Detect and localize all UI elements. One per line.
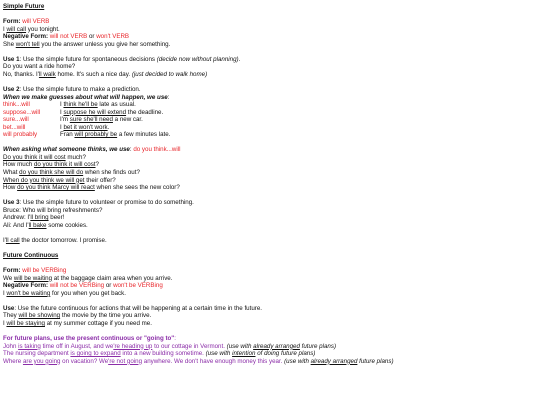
question-line: When do you think we will get their offer?: [3, 176, 116, 184]
question-line: Do you think it will cost much?: [3, 153, 86, 161]
prediction-row: sure...will I'm sure she'll need a new car.: [3, 116, 143, 124]
negative-form-line: Negative Form: will not VERB or won't VERB: [3, 33, 130, 41]
example-line: Bruce: Who will bring refreshments?: [3, 206, 103, 214]
example-line: I will be staying at my summer cottage if you need me.: [3, 319, 152, 327]
prediction-row: suppose...will I suppose he will extend the deadline.: [3, 108, 164, 116]
example-line: I'll call the doctor tomorrow. I promise.: [3, 236, 107, 244]
example-line: I won't be waiting for you when you get back.: [3, 289, 126, 297]
example-line: Andrew: I'll bring beer!: [3, 214, 65, 222]
asking-heading: When asking what someone thinks, we use: do you think...will: [3, 146, 181, 154]
section-heading-future-continuous: Future Continuous: [3, 252, 59, 260]
plan-line: John is taking time off in August, and we're heading up to our cottage in Vermont. (use with already arranged future plans): [3, 342, 337, 350]
example-line: I will call you tonight.: [3, 25, 60, 33]
prediction-row: think...will I think he'll be late as usual.: [3, 101, 136, 109]
document: [3, 3, 537, 365]
example-line: Ali: And I'll bake some cookies.: [3, 221, 88, 229]
example-line: No, thanks. I'll walk home. It's such a nice day. (just decided to walk home): [3, 70, 208, 78]
question-line: What do you think she will do when she finds out?: [3, 169, 140, 177]
example-line: We will be waiting at the baggage claim area when you arrive.: [3, 274, 173, 282]
use-1-line: Use 1: Use the simple future for spontaneous decisions (decide now without planning).: [3, 55, 241, 63]
guess-heading: When we make guesses about what will happen, we use:: [3, 93, 170, 101]
prediction-row: bet...will I bet it won't work.: [3, 123, 110, 131]
negative-form-line: Negative Form: will not be VERBing or won't be VERBing: [3, 282, 163, 290]
form-line: Form: will VERB: [3, 18, 50, 26]
use-3-line: Use 3: Use the simple future to volunteer or promise to do something.: [3, 199, 194, 207]
question-line: How much do you think it will cost?: [3, 161, 99, 169]
question-line: How do you think Marcy will react when she sees the new color?: [3, 184, 180, 192]
future-plans-heading: For future plans, use the present continuous or "going to":: [3, 335, 176, 343]
form-line: Form: will be VERBing: [3, 267, 67, 275]
plan-line: The nursing department is going to expand into a new building sometime. (use with intention of doing future plans): [3, 350, 316, 358]
prediction-row: will probably Fran will probably be a few minutes late.: [3, 131, 171, 139]
use-line: Use: Use the future continuous for actions that will be happening at a certain time in the future.: [3, 304, 263, 312]
example-line: Do you want a ride home?: [3, 63, 76, 71]
section-heading-simple-future: Simple Future: [3, 3, 45, 10]
example-line: They will be showing the movie by the time you arrive.: [3, 312, 152, 320]
use-2-line: Use 2: Use the simple future to make a prediction.: [3, 86, 141, 94]
plan-line: Where are you going on vacation? We're not going anywhere. We don't have enough money this year. (use with already arranged future plans): [3, 357, 394, 365]
example-line: She won't tell you the answer unless you give her something.: [3, 40, 171, 48]
